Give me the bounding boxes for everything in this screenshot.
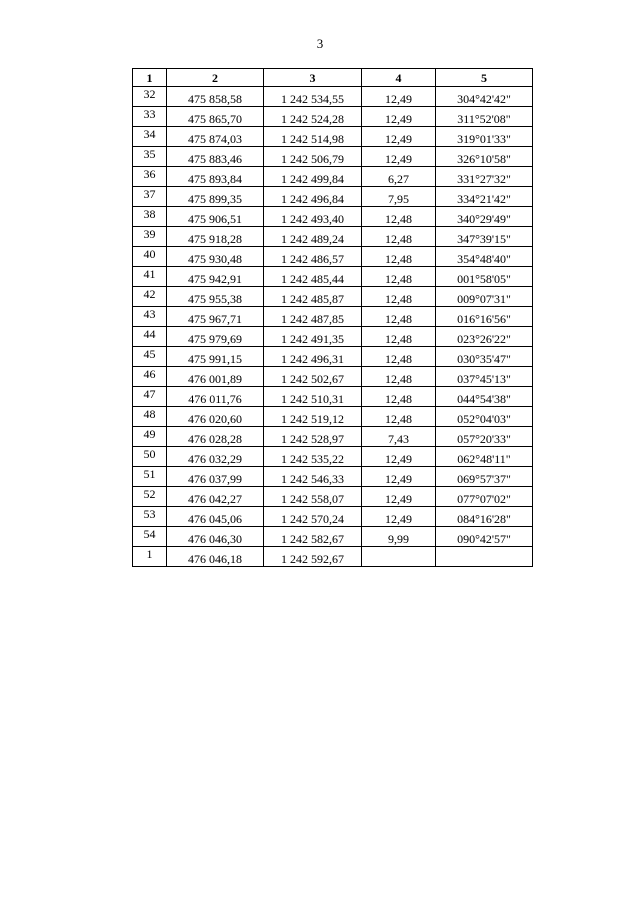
table-row bbox=[133, 467, 533, 487]
x-coordinate-cell: 475 967,71 bbox=[167, 307, 264, 327]
y-coordinate-cell: 1 242 528,97 bbox=[264, 427, 362, 447]
x-coordinate-cell: 475 883,46 bbox=[167, 147, 264, 167]
distance-cell: 12,49 bbox=[362, 507, 436, 527]
table-row bbox=[133, 447, 533, 467]
distance-cell: 12,48 bbox=[362, 407, 436, 427]
distance-cell: 12,48 bbox=[362, 307, 436, 327]
table-row bbox=[133, 347, 533, 367]
y-coordinate-cell: 1 242 502,67 bbox=[264, 367, 362, 387]
x-coordinate-cell: 475 893,84 bbox=[167, 167, 264, 187]
x-coordinate-cell: 476 020,60 bbox=[167, 407, 264, 427]
y-coordinate-cell: 1 242 499,84 bbox=[264, 167, 362, 187]
x-coordinate-cell: 476 011,76 bbox=[167, 387, 264, 407]
direction-angle-cell: 069°57'37" bbox=[436, 467, 533, 487]
point-number-cell: 45 bbox=[133, 347, 167, 367]
y-coordinate-cell: 1 242 506,79 bbox=[264, 147, 362, 167]
distance-cell: 12,49 bbox=[362, 487, 436, 507]
direction-angle-cell: 009°07'31" bbox=[436, 287, 533, 307]
x-coordinate-cell: 475 979,69 bbox=[167, 327, 264, 347]
direction-angle-cell: 319°01'33" bbox=[436, 127, 533, 147]
table-row bbox=[133, 267, 533, 287]
point-number-cell: 47 bbox=[133, 387, 167, 407]
y-coordinate-cell: 1 242 491,35 bbox=[264, 327, 362, 347]
distance-cell: 12,48 bbox=[362, 227, 436, 247]
x-coordinate-cell: 475 918,28 bbox=[167, 227, 264, 247]
x-coordinate-cell: 475 899,35 bbox=[167, 187, 264, 207]
table-row bbox=[133, 107, 533, 127]
column-header-3: 3 bbox=[264, 69, 362, 87]
y-coordinate-cell: 1 242 510,31 bbox=[264, 387, 362, 407]
x-coordinate-cell: 476 045,06 bbox=[167, 507, 264, 527]
table-row bbox=[133, 227, 533, 247]
distance-cell: 12,49 bbox=[362, 107, 436, 127]
point-number-cell: 43 bbox=[133, 307, 167, 327]
table-row bbox=[133, 87, 533, 107]
table-row bbox=[133, 367, 533, 387]
distance-cell: 12,48 bbox=[362, 367, 436, 387]
table-row bbox=[133, 427, 533, 447]
x-coordinate-cell: 475 874,03 bbox=[167, 127, 264, 147]
table-row bbox=[133, 287, 533, 307]
x-coordinate-cell: 475 955,38 bbox=[167, 287, 264, 307]
y-coordinate-cell: 1 242 485,87 bbox=[264, 287, 362, 307]
distance-cell: 12,49 bbox=[362, 447, 436, 467]
direction-angle-cell: 037°45'13" bbox=[436, 367, 533, 387]
table-row bbox=[133, 407, 533, 427]
x-coordinate-cell: 475 991,15 bbox=[167, 347, 264, 367]
y-coordinate-cell: 1 242 519,12 bbox=[264, 407, 362, 427]
point-number-cell: 35 bbox=[133, 147, 167, 167]
x-coordinate-cell: 476 046,18 bbox=[167, 547, 264, 567]
direction-angle-cell: 001°58'05" bbox=[436, 267, 533, 287]
distance-cell: 12,48 bbox=[362, 287, 436, 307]
point-number-cell: 40 bbox=[133, 247, 167, 267]
distance-cell: 12,49 bbox=[362, 87, 436, 107]
y-coordinate-cell: 1 242 592,67 bbox=[264, 547, 362, 567]
direction-angle-cell: 304°42'42" bbox=[436, 87, 533, 107]
x-coordinate-cell: 475 930,48 bbox=[167, 247, 264, 267]
distance-cell: 7,43 bbox=[362, 427, 436, 447]
table-row bbox=[133, 207, 533, 227]
direction-angle-cell: 052°04'03" bbox=[436, 407, 533, 427]
table-header-row bbox=[133, 69, 533, 87]
point-number-cell: 51 bbox=[133, 467, 167, 487]
distance-cell: 9,99 bbox=[362, 527, 436, 547]
x-coordinate-cell: 476 037,99 bbox=[167, 467, 264, 487]
direction-angle-cell: 016°16'56" bbox=[436, 307, 533, 327]
table-row bbox=[133, 147, 533, 167]
direction-angle-cell: 057°20'33" bbox=[436, 427, 533, 447]
y-coordinate-cell: 1 242 514,98 bbox=[264, 127, 362, 147]
coordinates-table bbox=[132, 68, 533, 567]
y-coordinate-cell: 1 242 546,33 bbox=[264, 467, 362, 487]
direction-angle-cell: 340°29'49" bbox=[436, 207, 533, 227]
column-header-2: 2 bbox=[167, 69, 264, 87]
direction-angle-cell: 062°48'11" bbox=[436, 447, 533, 467]
point-number-cell: 44 bbox=[133, 327, 167, 347]
y-coordinate-cell: 1 242 487,85 bbox=[264, 307, 362, 327]
point-number-cell: 41 bbox=[133, 267, 167, 287]
table-row bbox=[133, 307, 533, 327]
distance-cell: 12,49 bbox=[362, 127, 436, 147]
y-coordinate-cell: 1 242 534,55 bbox=[264, 87, 362, 107]
direction-angle-cell: 077°07'02" bbox=[436, 487, 533, 507]
direction-angle-cell: 023°26'22" bbox=[436, 327, 533, 347]
direction-angle-cell: 326°10'58" bbox=[436, 147, 533, 167]
y-coordinate-cell: 1 242 496,84 bbox=[264, 187, 362, 207]
direction-angle-cell: 084°16'28" bbox=[436, 507, 533, 527]
table-row bbox=[133, 327, 533, 347]
x-coordinate-cell: 475 865,70 bbox=[167, 107, 264, 127]
y-coordinate-cell: 1 242 486,57 bbox=[264, 247, 362, 267]
distance-cell: 7,95 bbox=[362, 187, 436, 207]
distance-cell bbox=[362, 547, 436, 567]
point-number-cell: 46 bbox=[133, 367, 167, 387]
point-number-cell: 52 bbox=[133, 487, 167, 507]
point-number-cell: 32 bbox=[133, 87, 167, 107]
x-coordinate-cell: 475 942,91 bbox=[167, 267, 264, 287]
y-coordinate-cell: 1 242 493,40 bbox=[264, 207, 362, 227]
y-coordinate-cell: 1 242 570,24 bbox=[264, 507, 362, 527]
x-coordinate-cell: 476 042,27 bbox=[167, 487, 264, 507]
direction-angle-cell: 030°35'47" bbox=[436, 347, 533, 367]
direction-angle-cell: 347°39'15" bbox=[436, 227, 533, 247]
point-number-cell: 50 bbox=[133, 447, 167, 467]
direction-angle-cell bbox=[436, 547, 533, 567]
y-coordinate-cell: 1 242 524,28 bbox=[264, 107, 362, 127]
point-number-cell: 33 bbox=[133, 107, 167, 127]
distance-cell: 12,48 bbox=[362, 207, 436, 227]
distance-cell: 12,48 bbox=[362, 327, 436, 347]
x-coordinate-cell: 475 906,51 bbox=[167, 207, 264, 227]
point-number-cell: 39 bbox=[133, 227, 167, 247]
table-row bbox=[133, 387, 533, 407]
column-header-4: 4 bbox=[362, 69, 436, 87]
table-row bbox=[133, 167, 533, 187]
table-body bbox=[133, 87, 533, 567]
point-number-cell: 54 bbox=[133, 527, 167, 547]
distance-cell: 12,48 bbox=[362, 387, 436, 407]
y-coordinate-cell: 1 242 582,67 bbox=[264, 527, 362, 547]
table-row bbox=[133, 127, 533, 147]
y-coordinate-cell: 1 242 535,22 bbox=[264, 447, 362, 467]
direction-angle-cell: 090°42'57" bbox=[436, 527, 533, 547]
direction-angle-cell: 334°21'42" bbox=[436, 187, 533, 207]
x-coordinate-cell: 475 858,58 bbox=[167, 87, 264, 107]
distance-cell: 12,49 bbox=[362, 467, 436, 487]
x-coordinate-cell: 476 032,29 bbox=[167, 447, 264, 467]
column-header-1: 1 bbox=[133, 69, 167, 87]
table-row bbox=[133, 487, 533, 507]
direction-angle-cell: 354°48'40" bbox=[436, 247, 533, 267]
x-coordinate-cell: 476 028,28 bbox=[167, 427, 264, 447]
y-coordinate-cell: 1 242 489,24 bbox=[264, 227, 362, 247]
distance-cell: 12,48 bbox=[362, 347, 436, 367]
table-row bbox=[133, 187, 533, 207]
column-header-5: 5 bbox=[436, 69, 533, 87]
page-number: 3 bbox=[316, 36, 324, 51]
y-coordinate-cell: 1 242 558,07 bbox=[264, 487, 362, 507]
point-number-cell: 48 bbox=[133, 407, 167, 427]
point-number-cell: 36 bbox=[133, 167, 167, 187]
distance-cell: 12,48 bbox=[362, 247, 436, 267]
point-number-cell: 42 bbox=[133, 287, 167, 307]
direction-angle-cell: 044°54'38" bbox=[436, 387, 533, 407]
distance-cell: 12,49 bbox=[362, 147, 436, 167]
point-number-cell: 37 bbox=[133, 187, 167, 207]
table-row bbox=[133, 507, 533, 527]
x-coordinate-cell: 476 046,30 bbox=[167, 527, 264, 547]
point-number-cell: 38 bbox=[133, 207, 167, 227]
table-row bbox=[133, 547, 533, 567]
direction-angle-cell: 311°52'08" bbox=[436, 107, 533, 127]
y-coordinate-cell: 1 242 485,44 bbox=[264, 267, 362, 287]
x-coordinate-cell: 476 001,89 bbox=[167, 367, 264, 387]
distance-cell: 12,48 bbox=[362, 267, 436, 287]
table-row bbox=[133, 247, 533, 267]
distance-cell: 6,27 bbox=[362, 167, 436, 187]
point-number-cell: 53 bbox=[133, 507, 167, 527]
point-number-cell: 34 bbox=[133, 127, 167, 147]
point-number-cell: 1 bbox=[133, 547, 167, 567]
y-coordinate-cell: 1 242 496,31 bbox=[264, 347, 362, 367]
table-row bbox=[133, 527, 533, 547]
direction-angle-cell: 331°27'32" bbox=[436, 167, 533, 187]
point-number-cell: 49 bbox=[133, 427, 167, 447]
